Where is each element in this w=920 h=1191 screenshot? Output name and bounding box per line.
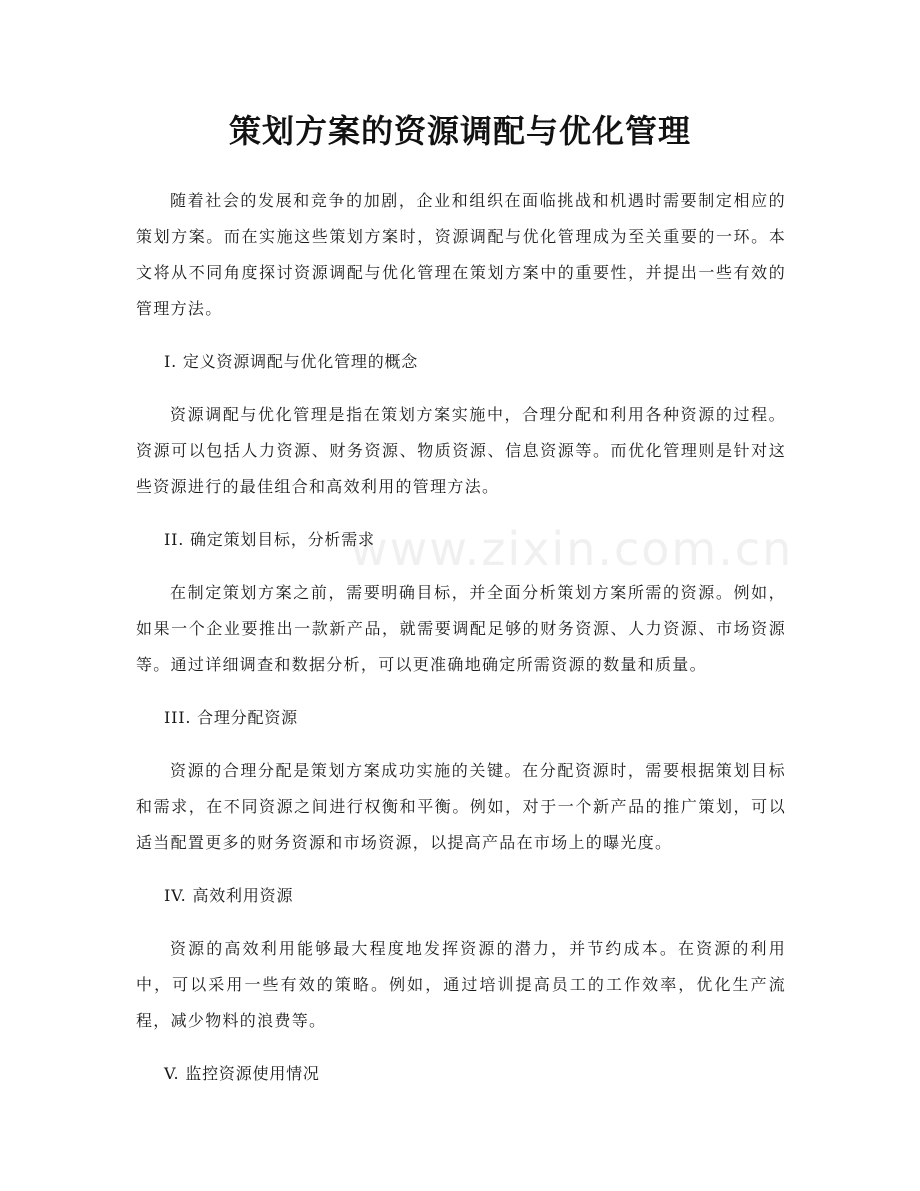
document-body [136, 183, 786, 1092]
section-heading-4: IV. 高效利用资源 [164, 886, 294, 905]
section-heading-1: I. 定义资源调配与优化管理的概念 [164, 352, 419, 371]
watermark: www.zixin.com.cn [350, 522, 794, 576]
section-body-3: 资源的合理分配是策划方案成功实施的关键。在分配资源时，需要根据策划目标和需求，在不同资源之间进行权衡和平衡。例如，对于一个新产品的推广策划，可以适当配置更多的财务资源和市场资源，以提高产品在市场上的曝光度。 [136, 761, 786, 852]
section-heading-2: II. 确定策划目标，分析需求 [164, 530, 375, 549]
intro-paragraph: 随着社会的发展和竞争的加剧，企业和组织在面临挑战和机遇时需要制定相应的策划方案。而在实施这些策划方案时，资源调配与优化管理成为至关重要的一环。本文将从不同角度探讨资源调配与优化管理在策划方案中的重要性，并提出一些有效的管理方法。 [136, 191, 786, 318]
section-heading-5: V. 监控资源使用情况 [164, 1064, 320, 1083]
document-title: 策划方案的资源调配与优化管理 [228, 112, 691, 150]
section-body-1: 资源调配与优化管理是指在策划方案实施中，合理分配和利用各种资源的过程。资源可以包括人力资源、财务资源、物质资源、信息资源等。而优化管理则是针对这些资源进行的最佳组合和高效利用的管理方法。 [136, 405, 786, 496]
section-heading-3: III. 合理分配资源 [164, 708, 298, 727]
section-body-4: 资源的高效利用能够最大程度地发挥资源的潜力，并节约成本。在资源的利用中，可以采用一些有效的策略。例如，通过培训提高员工的工作效率，优化生产流程，减少物料的浪费等。 [136, 939, 786, 1030]
section-body-2: 在制定策划方案之前，需要明确目标，并全面分析策划方案所需的资源。例如，如果一个企业要推出一款新产品，就需要调配足够的财务资源、人力资源、市场资源等。通过详细调查和数据分析，可以更准确地确定所需资源的数量和质量。 [136, 583, 786, 674]
